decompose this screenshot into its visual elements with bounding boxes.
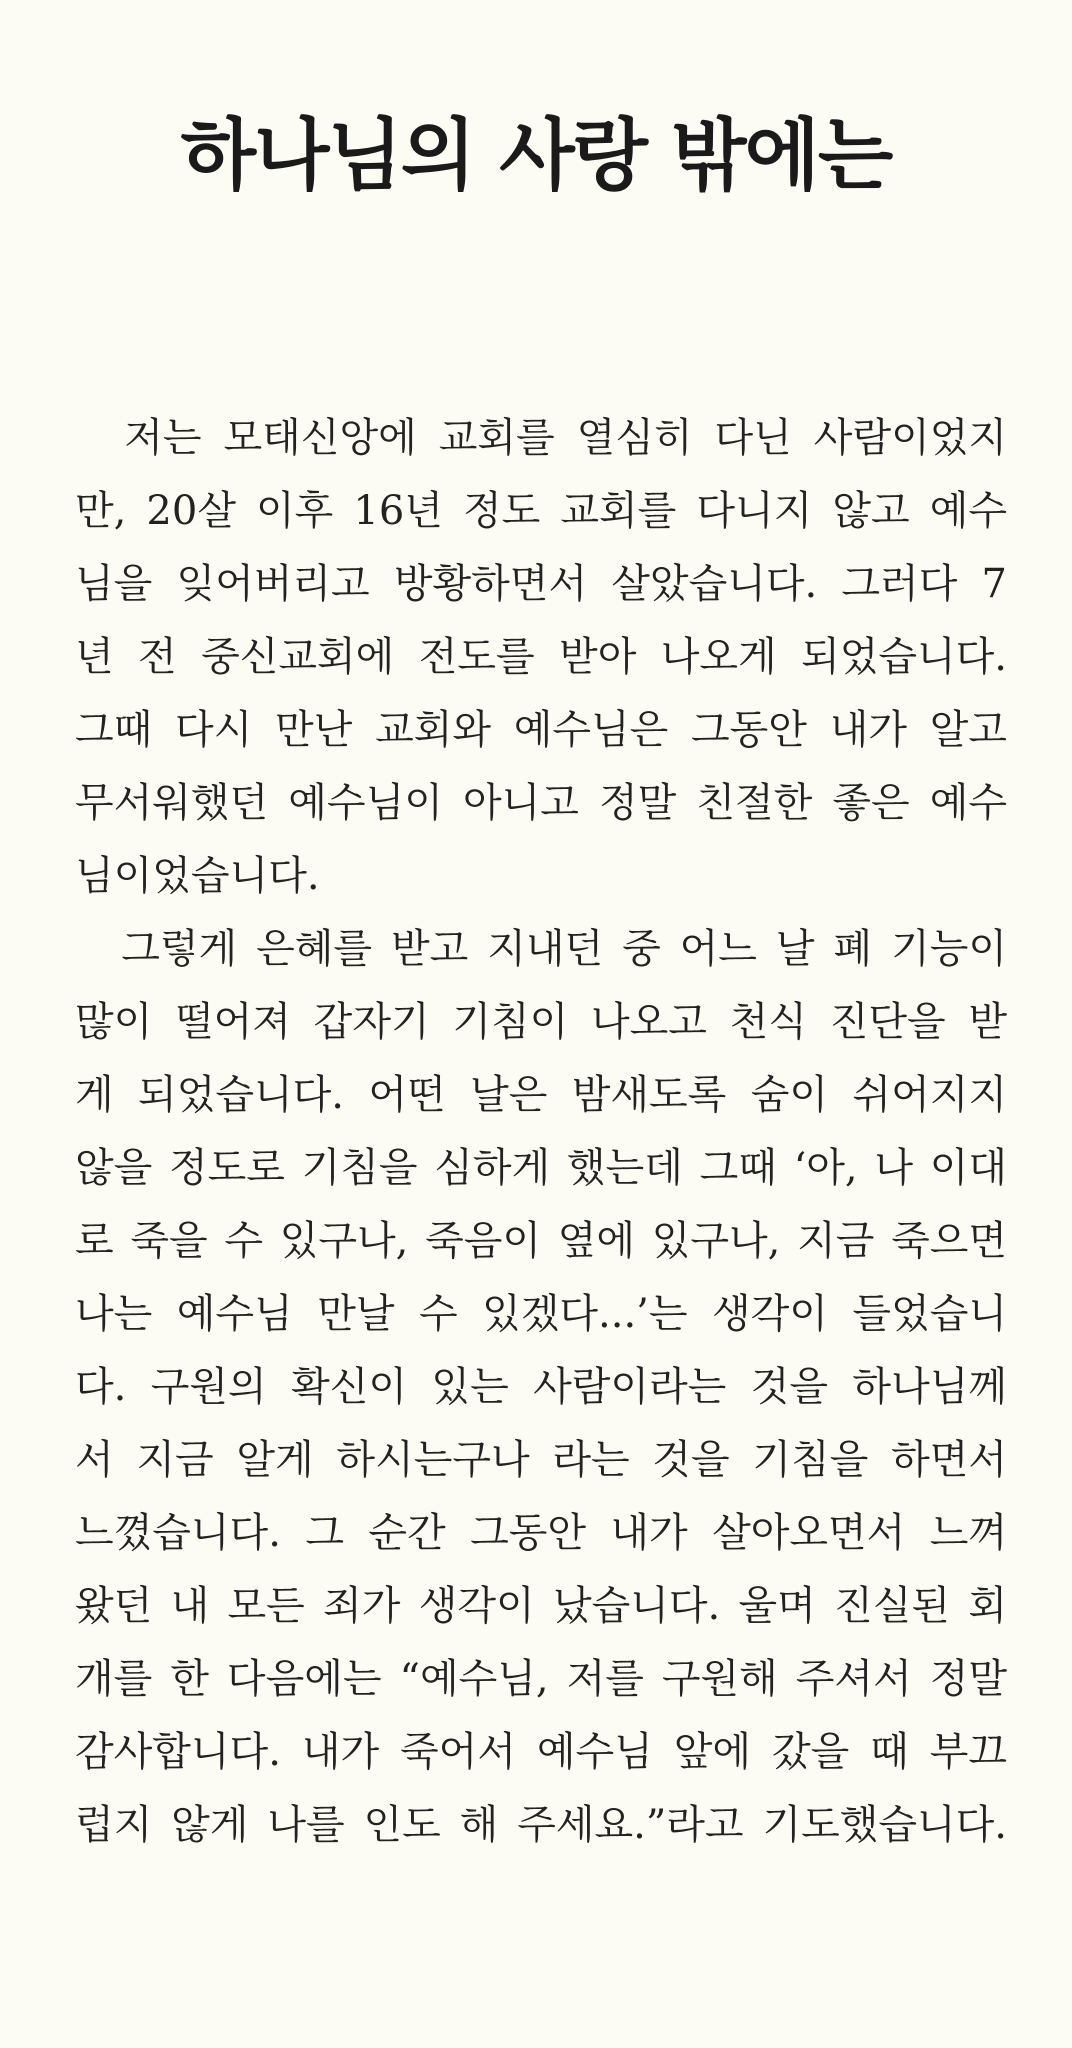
- text-line: 저는 모태신앙에 교회를 열심히 다닌 사람이었지: [75, 415, 1007, 461]
- text-line: 로 죽을 수 있구나, 죽음이 옆에 있구나, 지금 죽으면: [75, 1218, 1007, 1264]
- paragraph-1: [75, 402, 1007, 913]
- text-line: [75, 1862, 1007, 1935]
- text-line: 게 되었습니다. 어떤 날은 밤새도록 숨이 쉬어지지: [75, 1072, 1007, 1118]
- text-line: 서 지금 알게 하시는구나 라는 것을 기침을 하면서: [75, 1437, 1007, 1483]
- page-title: 하나님의 사랑 밖에는: [180, 111, 892, 201]
- article-body: [75, 402, 1007, 1935]
- text-line: 나는 예수님 만날 수 있겠다...’는 생각이 들었습니: [75, 1291, 1007, 1337]
- text-line: 개를 한 다음에는 “예수님, 저를 구원해 주셔서 정말: [75, 1656, 1007, 1702]
- text-line: 느꼈습니다. 그 순간 그동안 내가 살아오면서 느껴: [75, 1510, 1007, 1556]
- text-line: 감사합니다. 내가 죽어서 예수님 앞에 갔을 때 부끄: [75, 1729, 1007, 1775]
- text-line: 님이었습니다.: [75, 853, 320, 899]
- text-line: 다. 구원의 확신이 있는 사람이라는 것을 하나님께: [75, 1364, 1007, 1410]
- text-line: 그때 다시 만난 교회와 예수님은 그동안 내가 알고: [75, 707, 1007, 753]
- text-line: 만, 20살 이후 16년 정도 교회를 다니지 않고 예수: [75, 488, 1007, 534]
- text-line: 무서워했던 예수님이 아니고 정말 친절한 좋은 예수: [75, 780, 1007, 826]
- text-line: 님을 잊어버리고 방황하면서 살았습니다. 그러다 7: [75, 561, 1007, 607]
- text-line: 그렇게 은혜를 받고 지내던 중 어느 날 폐 기능이: [75, 926, 1007, 972]
- text-line: 않을 정도로 기침을 심하게 했는데 그때 ‘아, 나 이대: [75, 1145, 1007, 1191]
- text-line: 년 전 중신교회에 전도를 받아 나오게 되었습니다.: [75, 634, 1007, 680]
- text-line: 럽지 않게 나를 인도 해 주세요.”라고 기도했습니다.: [75, 1802, 1007, 1848]
- text-line: 많이 떨어져 갑자기 기침이 나오고 천식 진단을 받: [75, 999, 1007, 1045]
- paragraph-2: [75, 913, 1007, 1935]
- text-line: 왔던 내 모든 죄가 생각이 났습니다. 울며 진실된 회: [75, 1583, 1007, 1629]
